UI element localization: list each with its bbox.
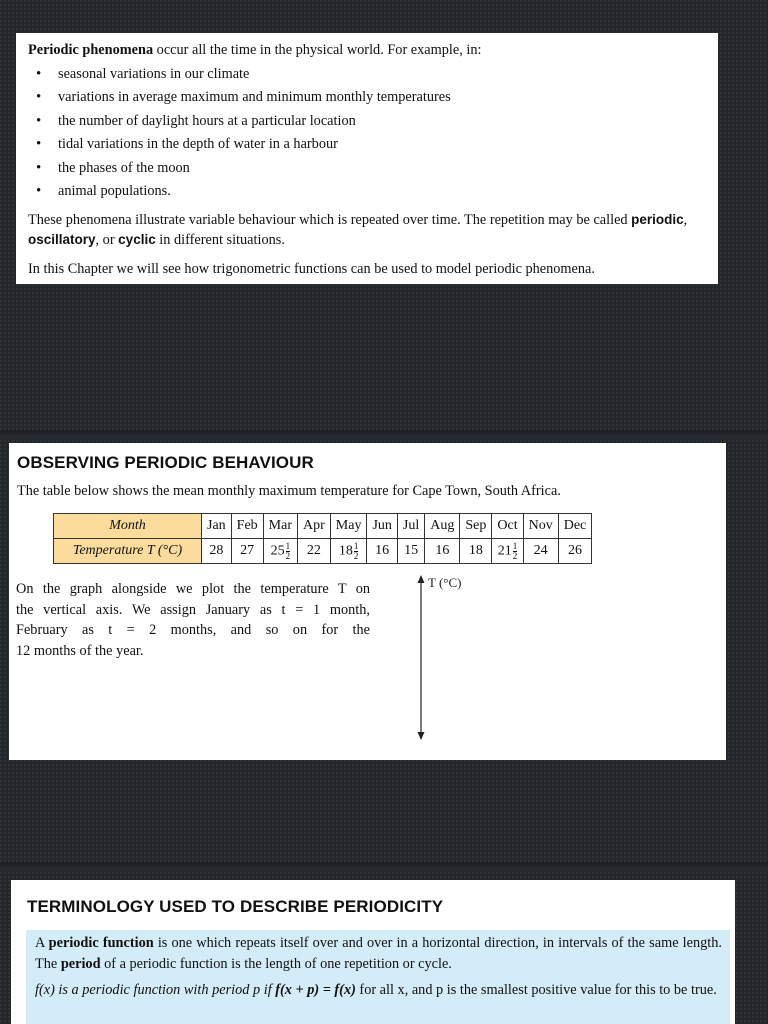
temp-value: 28 xyxy=(209,543,224,558)
para-text: in different situations. xyxy=(155,231,285,248)
temp-value: 15 xyxy=(404,543,419,558)
denominator: 2 xyxy=(285,550,291,561)
list-item: • animal populations. xyxy=(28,180,706,204)
definition-paragraph xyxy=(35,933,722,975)
temp-value: 27 xyxy=(240,543,255,558)
term-oscillatory: oscillatory xyxy=(28,231,96,247)
month-cell: May xyxy=(330,514,367,539)
denominator: 2 xyxy=(512,550,518,561)
table-row xyxy=(54,539,592,564)
temp-value: 21 xyxy=(497,543,512,559)
month-cell: Nov xyxy=(523,514,558,539)
temp-cell xyxy=(397,539,424,564)
intro-lead xyxy=(28,39,706,63)
definition-box xyxy=(26,930,730,1024)
def-text: of a periodic function is the length of one repetition or cycle. xyxy=(100,956,452,972)
graph-description xyxy=(16,579,370,661)
paragraph-line: On the graph alongside we plot the temperature T on xyxy=(16,581,370,597)
term-periodic-function: periodic function xyxy=(48,935,154,951)
temp-cell xyxy=(523,539,558,564)
list-item: • the phases of the moon xyxy=(28,157,706,181)
numerator: 1 xyxy=(353,540,359,551)
examples-list xyxy=(28,63,706,204)
temperature-chart xyxy=(379,573,709,758)
term-period: period xyxy=(60,956,101,972)
def-text: for all x, and p is the smallest positive value for this to be true. xyxy=(355,982,717,998)
section-heading: OBSERVING PERIODIC BEHAVIOUR xyxy=(17,453,314,472)
temp-value: 25 xyxy=(270,543,285,559)
list-item: • seasonal variations in our climate xyxy=(28,63,706,87)
para-text: , xyxy=(683,211,688,228)
temp-cell xyxy=(558,539,592,564)
fraction xyxy=(354,542,359,561)
lead-text: occur all the time in the physical world. For example, in: xyxy=(153,42,482,58)
temp-cell xyxy=(367,539,397,564)
temp-cell xyxy=(330,539,367,564)
month-cell: Sep xyxy=(460,514,492,539)
definition-paragraph xyxy=(35,980,722,1001)
temp-cell xyxy=(263,539,297,564)
temp-value: 26 xyxy=(567,543,582,558)
y-axis-arrow xyxy=(418,732,425,740)
denominator: 2 xyxy=(353,550,359,561)
numerator: 1 xyxy=(285,540,291,551)
temp-cell xyxy=(231,539,263,564)
para-text: These phenomena illustrate variable behaviour which is repeated over time. The repetition may be called xyxy=(28,211,632,228)
temp-value: 18 xyxy=(338,543,353,559)
def-text: is one which repeats itself over and over in a horizontal direction, in intervals of the same length. The xyxy=(35,935,722,972)
month-cell: Jan xyxy=(202,514,232,539)
fraction xyxy=(286,542,291,561)
paragraph-line: 12 months of the year. xyxy=(16,642,144,659)
def-text: A xyxy=(35,935,49,951)
month-cell: Feb xyxy=(231,514,263,539)
intro-card xyxy=(16,33,718,284)
numerator: 1 xyxy=(512,540,518,551)
y-axis-arrow xyxy=(418,575,425,583)
temp-cell xyxy=(425,539,460,564)
periodic-behaviour-card xyxy=(9,443,726,760)
temp-cell xyxy=(460,539,492,564)
fraction xyxy=(513,542,518,561)
month-cell: Oct xyxy=(492,514,523,539)
month-cell: Jun xyxy=(367,514,397,539)
term-cyclic: cyclic xyxy=(118,231,156,247)
temperature-table xyxy=(53,513,592,564)
list-item: • variations in average maximum and minimum monthly temperatures xyxy=(28,86,706,110)
month-cell: Mar xyxy=(263,514,297,539)
para-text: , or xyxy=(95,231,119,248)
month-cell: Dec xyxy=(558,514,592,539)
list-item: • tidal variations in the depth of water in a harbour xyxy=(28,133,706,157)
month-cell: Aug xyxy=(425,514,460,539)
temp-cell xyxy=(298,539,331,564)
separator-band xyxy=(0,430,768,438)
list-item: • the number of daylight hours at a particular location xyxy=(28,110,706,134)
temp-value: 22 xyxy=(306,543,321,558)
terminology-card xyxy=(11,880,735,1024)
temp-value: 24 xyxy=(533,543,548,558)
temp-value: 16 xyxy=(435,543,450,558)
month-cell: Jul xyxy=(397,514,424,539)
chapter-paragraph: In this Chapter we will see how trigonometric functions can be used to model periodic phenomena. xyxy=(28,260,595,277)
table-row xyxy=(54,514,592,539)
term-periodic: periodic xyxy=(631,211,684,227)
month-cell: Apr xyxy=(298,514,331,539)
table-row-header: Month xyxy=(54,514,202,539)
temp-value: 16 xyxy=(375,543,390,558)
separator-band xyxy=(0,862,768,870)
temp-value: 18 xyxy=(468,543,483,558)
paragraph-line: February as t = 2 months, and so on for the xyxy=(16,622,370,638)
periodicity-equation: f(x + p) = f(x) xyxy=(275,982,356,998)
paragraph-line: the vertical axis. We assign January as t = 1 month, xyxy=(16,601,370,618)
table-row-header: Temperature T (°C) xyxy=(54,539,202,564)
def-text: f(x) is a periodic function with period p if xyxy=(35,982,276,998)
y-axis-label: T (°C) xyxy=(428,575,462,590)
section-heading: TERMINOLOGY USED TO DESCRIBE PERIODICITY xyxy=(27,897,444,916)
temp-cell xyxy=(492,539,523,564)
temp-cell xyxy=(202,539,232,564)
term-periodic-phenomena: Periodic phenomena xyxy=(28,42,154,58)
repetition-paragraph xyxy=(28,210,706,250)
table-intro: The table below shows the mean monthly maximum temperature for Cape Town, South Africa. xyxy=(17,483,561,499)
